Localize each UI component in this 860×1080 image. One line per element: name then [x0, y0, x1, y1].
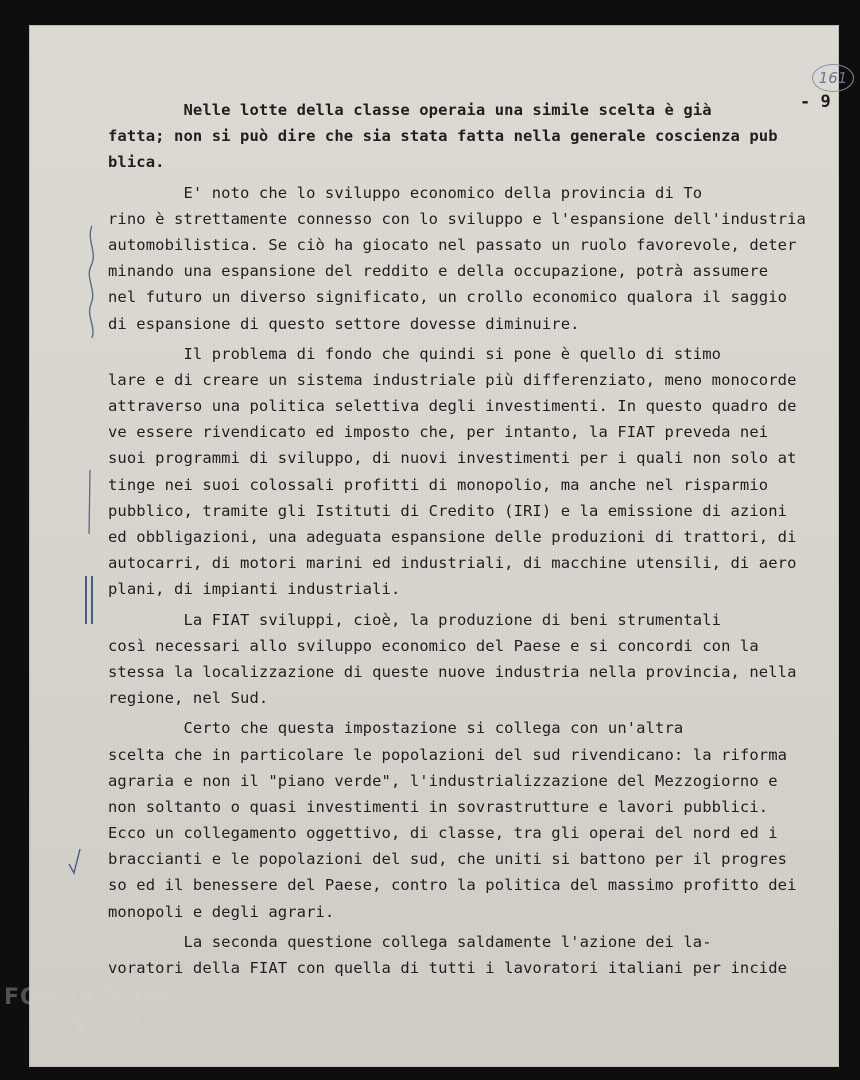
text-line: Nelle lotte della classe operaia una simile scelta è già — [108, 101, 712, 119]
text-line: monopoli e degli agrari. — [108, 902, 335, 921]
text-line: automobilistica. Se ciò ha giocato nel passato un ruolo favorevole, deter — [108, 235, 797, 254]
text-line: non soltanto o quasi investimenti in sovrastrutture e lavori pubblici. — [108, 797, 769, 816]
text-line: lare e di creare un sistema industriale più differenziato, meno monocorde — [108, 370, 797, 389]
text-line: minando una espansione del reddito e della occupazione, potrà assumere — [108, 262, 769, 281]
text-line: suoi programmi di sviluppo, di nuovi investimenti per i quali non solo at — [108, 449, 797, 468]
text-line: di espansione di questo settore dovesse diminuire. — [108, 314, 580, 333]
text-line: blica. — [108, 153, 165, 172]
margin-double-line-mark — [80, 574, 98, 626]
text-line: nel futuro un diverso significato, un crollo economico qualora il saggio — [108, 288, 788, 307]
text-line: pubblico, tramite gli Istituti di Credito (IRI) e la emissione di azioni — [108, 501, 788, 520]
watermark-line-1: FONDAZIONE — [4, 985, 178, 1010]
text-line: ve essere rivendicato ed imposto che, per intanto, la FIAT preveda nei — [108, 423, 769, 442]
text-line: regione, nel Sud. — [108, 689, 269, 708]
page-number: - 9 — [800, 92, 831, 112]
text-line: stessa la localizzazione di queste nuove industria nella provincia, nella — [108, 662, 797, 681]
text-line: La seconda questione collega saldamente l'azione dei la- — [108, 932, 712, 951]
folio-stamp: 161 — [812, 64, 854, 92]
text-line: voratori della FIAT con quella di tutti i lavoratori italiani per incide — [108, 959, 788, 977]
text-line: Il problema di fondo che quindi si pone è quello di stimo — [108, 344, 722, 363]
text-line: fatta; non si può dire che sia stata fatta nella generale coscienza pub — [108, 127, 778, 146]
text-line: Ecco un collegamento oggettivo, di classe, tra gli operai del nord ed i — [108, 824, 778, 843]
text-line: così necessari allo sviluppo economico del Paese e si concordi con la — [108, 636, 759, 655]
typewritten-body — [108, 97, 828, 981]
margin-squiggle-mark — [82, 222, 102, 342]
foundation-watermark — [4, 985, 224, 1075]
text-line: rino è strettamente connesso con lo sviluppo e l'espansione dell'industria — [108, 209, 806, 228]
text-line: so ed il benessere del Paese, contro la politica del massimo profitto dei — [108, 876, 797, 895]
text-line: Certo che questa impostazione si collega con un'altra — [108, 719, 684, 738]
margin-check-mark — [66, 846, 84, 876]
margin-line-mark — [84, 468, 96, 538]
text-line: scelta che in particolare le popolazioni del sud rivendicano: la riforma — [108, 745, 788, 764]
watermark-line-3: onlus — [184, 1048, 209, 1058]
text-line: plani, di impianti industriali. — [108, 580, 401, 599]
text-line: E' noto che lo sviluppo economico della provincia di To — [108, 183, 703, 202]
text-line: attraverso una politica selettiva degli investimenti. In questo quadro de — [108, 397, 797, 416]
text-line: ed obbligazioni, una adeguata espansione delle produzioni di trattori, di — [108, 528, 797, 546]
watermark-line-2: GRAMSCI — [66, 1015, 188, 1040]
text-line: agraria e non il "piano verde", l'industrializzazione del Mezzogiorno e — [108, 771, 778, 790]
text-line: La FIAT sviluppi, cioè, la produzione di beni strumentali — [108, 610, 722, 629]
text-line: tinge nei suoi colossali profitti di monopolio, ma anche nel risparmio — [108, 475, 769, 494]
text-line: braccianti e le popolazioni del sud, che uniti si battono per il progres — [108, 850, 788, 869]
text-line: autocarri, di motori marini ed industriali, di macchine utensili, di aero — [108, 554, 797, 573]
